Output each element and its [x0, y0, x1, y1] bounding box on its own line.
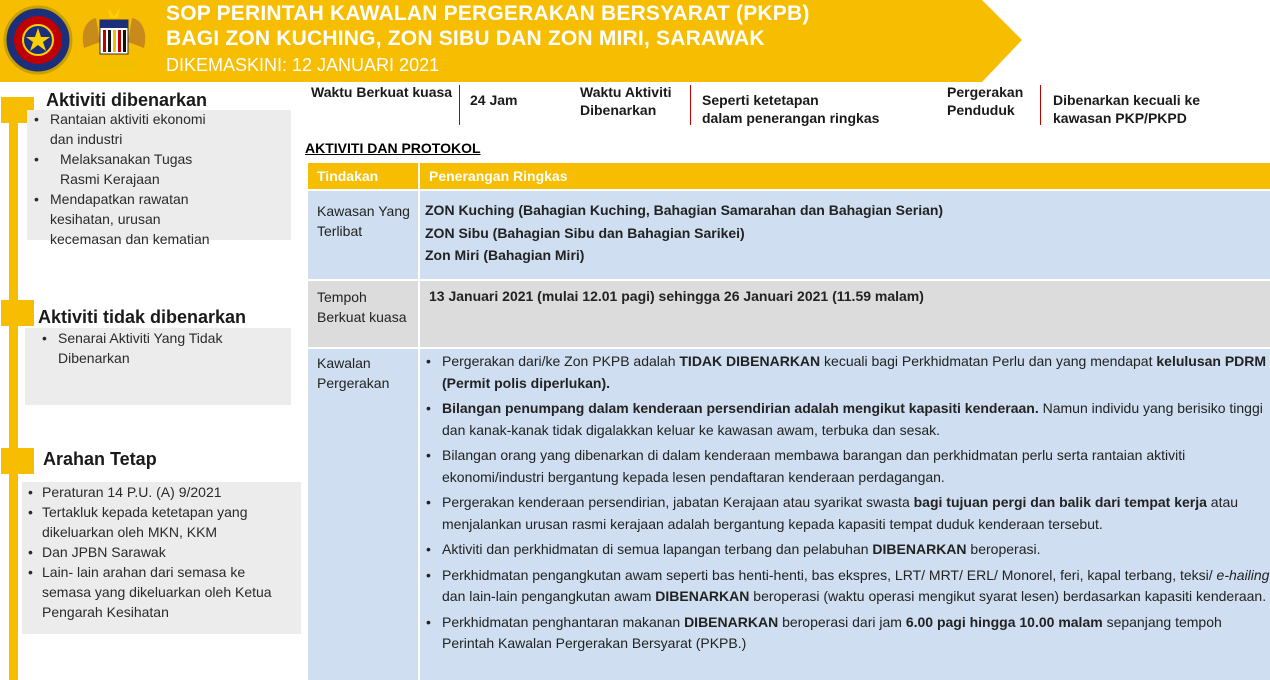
activity-time-value-1: Seperti ketetapan	[702, 92, 819, 108]
table-header-action: Tindakan	[308, 163, 418, 189]
table-header-description: Penerangan Ringkas	[420, 163, 1270, 189]
effective-time-label: Waktu Berkuat kuasa	[311, 84, 453, 100]
list-item: • Perkhidmatan penghantaran makanan DIBENARKAN beroperasi dari jam 6.00 pagi hingga 10.00 malam sepanjang tempoh Perintah Kawalan Pergerakan Bersyarat (PKPB.)	[420, 612, 1270, 655]
divider	[459, 85, 460, 125]
timeline-marker	[1, 448, 34, 474]
updated-date: DIKEMASKINI: 12 JANUARI 2021	[166, 55, 440, 75]
row2-body: 13 Januari 2021 (mulai 12.01 pagi) sehingga 26 Januari 2021 (11.59 malam)	[420, 281, 1270, 347]
row1-body	[420, 191, 1270, 279]
page-title-line1: SOP PERINTAH KAWALAN PERGERAKAN BERSYARAT (PKPB)	[166, 2, 810, 25]
state-coat-of-arms-logo	[78, 2, 150, 78]
divider	[690, 85, 691, 125]
list-item: • Rantaian aktiviti ekonomi dan industri	[28, 109, 228, 149]
row1-label: Kawasan Yang Terlibat	[308, 191, 418, 279]
standing-orders-list	[28, 482, 296, 622]
section-title: AKTIVITI DAN PROTOKOL	[305, 140, 481, 156]
allowed-list	[28, 109, 228, 249]
header-banner	[0, 0, 1022, 82]
standing-orders-title: Arahan Tetap	[43, 449, 157, 469]
list-item: • Senarai Aktiviti Yang Tidak Dibenarkan	[36, 328, 256, 368]
police-crest-logo	[2, 2, 74, 78]
list-item: • Melaksanakan Tugas Rasmi Kerajaan	[28, 149, 228, 189]
list-item: • Pergerakan kenderaan persendirian, jabatan Kerajaan atau syarikat swasta bagi tujuan pergi dan balik dari tempat kerja atau menjalankan urusan rasmi kerajaan adalah bergantung kepada kapasiti tempat duduk kenderaan tersebut.	[420, 492, 1270, 535]
not-allowed-list	[36, 328, 256, 368]
list-item: • Perkhidmatan pengangkutan awam seperti bas henti-henti, bas ekspres, LRT/ MRT/ ERL/ Monorel, feri, kapal terbang, teksi/ e-hailing dan lain-lain pengangkutan awam DIBENARKAN beroperasi (waktu operasi mengikut syarat lesen) berdasarkan kapasiti kenderaan.	[420, 565, 1270, 608]
list-item: • Peraturan 14 P.U. (A) 9/2021	[28, 482, 296, 502]
movement-value-2: kawasan PKP/PKPD	[1053, 110, 1187, 126]
list-item: • Bilangan orang yang dibenarkan di dalam kenderaan membawa barangan dan perkhidmatan perlu serta rantaian aktiviti ekonomi/industri bergantung kepada lesen pendaftaran kenderaan perdagangan.	[420, 445, 1270, 488]
list-item: • Lain- lain arahan dari semasa ke semasa yang dikeluarkan oleh Ketua Pengarah Kesihatan	[28, 562, 296, 622]
zone-line: Zon Miri (Bahagian Miri)	[425, 247, 585, 263]
movement-value-1: Dibenarkan kecuali ke	[1053, 92, 1201, 108]
divider	[1040, 85, 1041, 125]
timeline-marker	[1, 300, 34, 326]
not-allowed-title: Aktiviti tidak dibenarkan	[38, 307, 247, 327]
row3-label: Kawalan Pergerakan	[308, 349, 418, 680]
list-item: • Pergerakan dari/ke Zon PKPB adalah TIDAK DIBENARKAN kecuali bagi Perkhidmatan Perlu dan yang mendapat kelulusan PDRM (Permit polis diperlukan).	[420, 351, 1270, 394]
row2-label: Tempoh Berkuat kuasa	[308, 281, 418, 347]
list-item: • Aktiviti dan perkhidmatan di semua lapangan terbang dan pelabuhan DIBENARKAN beroperasi.	[420, 539, 1270, 561]
zone-line: ZON Sibu (Bahagian Sibu dan Bahagian Sarikei)	[425, 224, 745, 241]
movement-rules-list	[420, 351, 1270, 655]
page-title-line2: BAGI ZON KUCHING, ZON SIBU DAN ZON MIRI, SARAWAK	[166, 27, 765, 50]
movement-label-1: Pergerakan	[947, 84, 1024, 100]
banner-text	[166, 0, 810, 76]
zone-line: ZON Kuching (Bahagian Kuching, Bahagian Samarahan dan Bahagian Serian)	[425, 202, 944, 218]
allowed-title: Aktiviti dibenarkan	[46, 90, 208, 110]
movement-label-2: Penduduk	[947, 102, 1015, 118]
list-item: • Tertakluk kepada ketetapan yang dikeluarkan oleh MKN, KKM	[28, 502, 296, 542]
list-item: • Bilangan penumpang dalam kenderaan persendirian adalah mengikut kapasiti kenderaan. Namun individu yang berisiko tinggi dan kanak-kanak tidak digalakkan keluar ke kawasan awam, terbuka dan sesak.	[420, 398, 1270, 441]
list-item: • Mendapatkan rawatan kesihatan, urusan kecemasan dan kematian	[28, 189, 228, 249]
effective-time-value: 24 Jam	[470, 92, 518, 108]
list-item: • Dan JPBN Sarawak	[28, 542, 296, 562]
timeline-bar	[9, 103, 18, 680]
row3-body	[420, 349, 1270, 680]
activity-time-label-1: Waktu Aktiviti	[580, 84, 672, 100]
activity-time-label-2: Dibenarkan	[580, 102, 657, 118]
activity-time-value-2: dalam penerangan ringkas	[702, 110, 880, 126]
